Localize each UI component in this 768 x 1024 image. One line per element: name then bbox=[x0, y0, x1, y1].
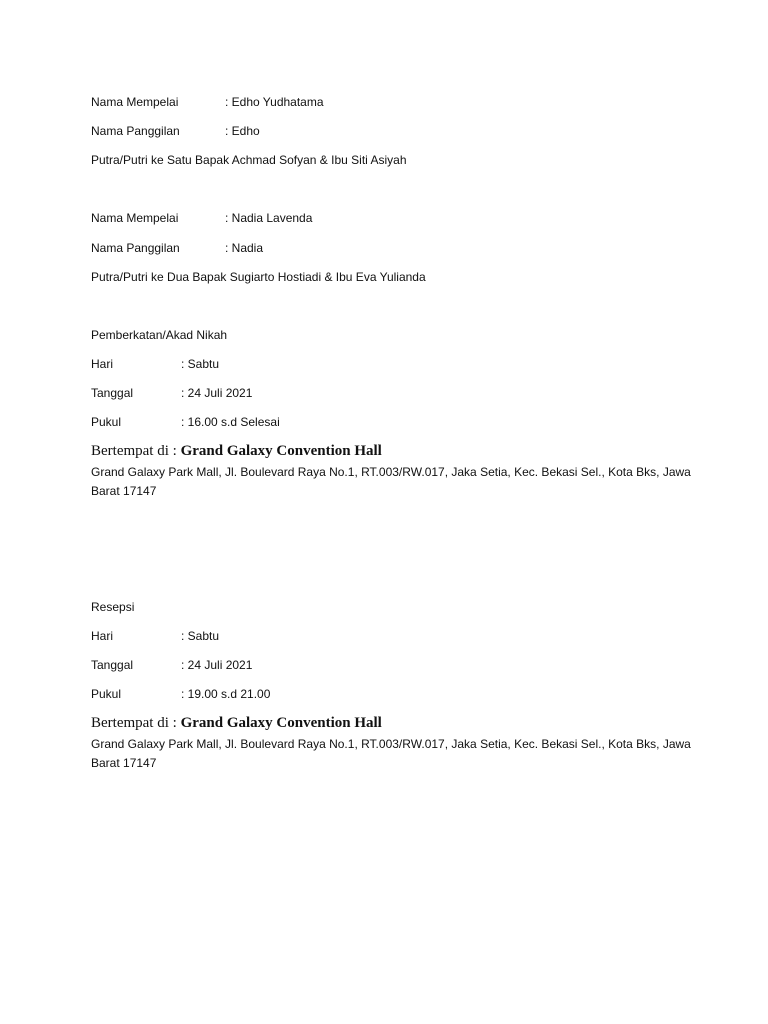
resepsi-venue-prefix: Bertempat di : bbox=[91, 715, 181, 731]
mempelai-1-panggilan-label: Nama Panggilan bbox=[91, 124, 180, 138]
akad-pukul-label: Pukul bbox=[91, 415, 122, 429]
mempelai-2-panggilan-label: Nama Panggilan bbox=[91, 241, 180, 255]
akad-hari-row bbox=[91, 356, 219, 372]
akad-pukul-row bbox=[91, 414, 280, 430]
mempelai-1-keterangan: Putra/Putri ke Satu Bapak Achmad Sofyan & Ibu Siti Asiyah bbox=[91, 153, 407, 167]
akad-tanggal-value: : 24 Juli 2021 bbox=[181, 386, 253, 400]
mempelai-2-panggilan-value: : Nadia bbox=[225, 241, 264, 255]
resepsi-hari-row bbox=[91, 628, 219, 644]
resepsi-hari-value: : Sabtu bbox=[181, 629, 220, 643]
resepsi-title: Resepsi bbox=[91, 600, 135, 614]
akad-venue bbox=[91, 442, 382, 460]
resepsi-pukul-row bbox=[91, 686, 270, 702]
mempelai-1-nama-value: : Edho Yudhatama bbox=[225, 95, 324, 109]
akad-venue-name: Grand Galaxy Convention Hall bbox=[180, 443, 382, 459]
akad-tanggal-row bbox=[91, 385, 252, 401]
resepsi-pukul-label: Pukul bbox=[91, 687, 122, 701]
resepsi-tanggal-label: Tanggal bbox=[91, 658, 134, 672]
akad-address: Grand Galaxy Park Mall, Jl. Boulevard Raya No.1, RT.003/RW.017, Jaka Setia, Kec. Bekasi Sel., Kota Bks, Jawa Barat 17147 bbox=[91, 465, 691, 498]
akad-venue-prefix: Bertempat di : bbox=[91, 443, 181, 459]
mempelai-2-panggilan-row bbox=[91, 240, 263, 256]
akad-tanggal-label: Tanggal bbox=[91, 386, 134, 400]
mempelai-1-nama-row bbox=[91, 94, 324, 110]
resepsi-pukul-value: : 19.00 s.d 21.00 bbox=[181, 687, 271, 701]
resepsi-venue-name: Grand Galaxy Convention Hall bbox=[180, 715, 382, 731]
akad-pukul-value: : 16.00 s.d Selesai bbox=[181, 415, 280, 429]
mempelai-2-nama-row bbox=[91, 210, 312, 226]
mempelai-2-nama-value: : Nadia Lavenda bbox=[225, 211, 313, 225]
resepsi-address: Grand Galaxy Park Mall, Jl. Boulevard Raya No.1, RT.003/RW.017, Jaka Setia, Kec. Bekasi Sel., Kota Bks, Jawa Barat 17147 bbox=[91, 737, 691, 770]
mempelai-1-panggilan-row bbox=[91, 123, 260, 139]
resepsi-tanggal-row bbox=[91, 657, 252, 673]
mempelai-2-nama-label: Nama Mempelai bbox=[91, 211, 179, 225]
akad-title: Pemberkatan/Akad Nikah bbox=[91, 328, 228, 342]
mempelai-1-nama-label: Nama Mempelai bbox=[91, 95, 179, 109]
resepsi-hari-label: Hari bbox=[91, 629, 114, 643]
akad-hari-value: : Sabtu bbox=[181, 357, 220, 371]
resepsi-tanggal-value: : 24 Juli 2021 bbox=[181, 658, 253, 672]
mempelai-2-keterangan: Putra/Putri ke Dua Bapak Sugiarto Hostiadi & Ibu Eva Yulianda bbox=[91, 270, 426, 284]
mempelai-1-panggilan-value: : Edho bbox=[225, 124, 260, 138]
akad-hari-label: Hari bbox=[91, 357, 114, 371]
resepsi-venue bbox=[91, 714, 382, 732]
